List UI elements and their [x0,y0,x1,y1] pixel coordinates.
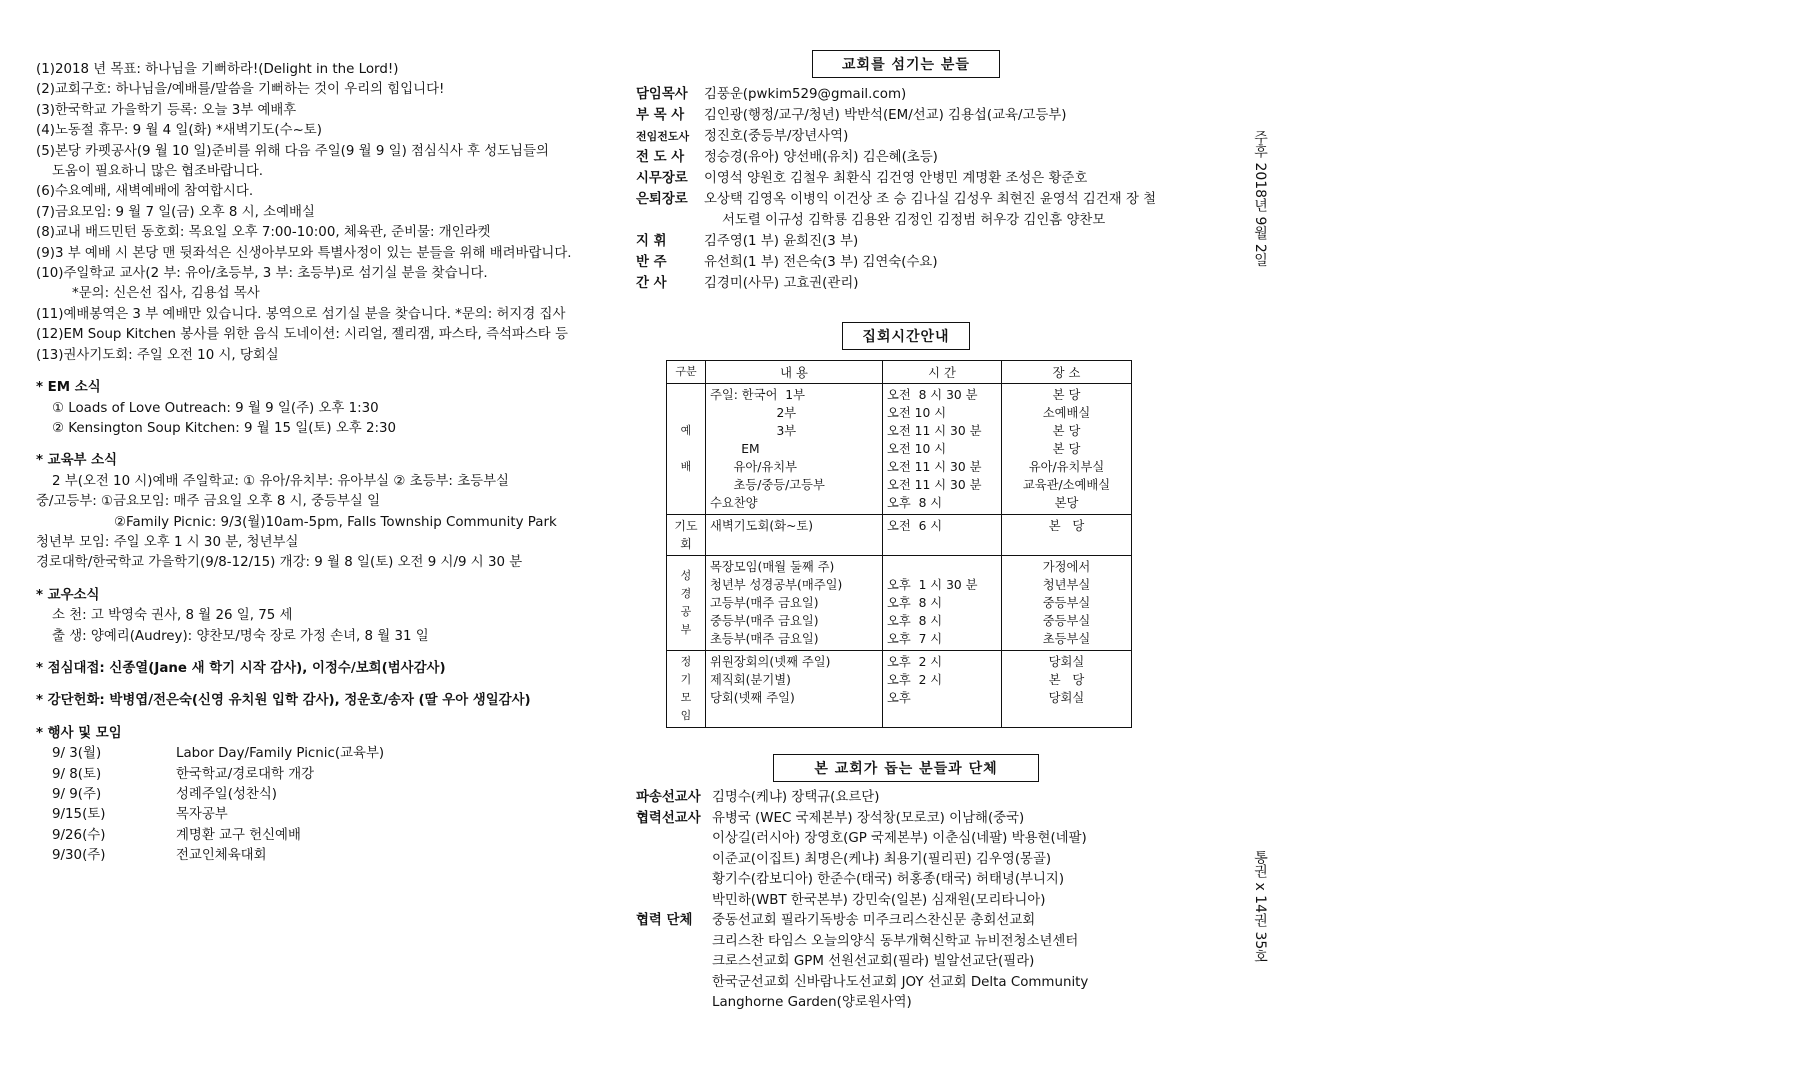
staff-names: 김풍운(pwkim529@gmail.com) [704,87,907,102]
staff-row [636,252,1176,273]
event-row [36,785,616,805]
staff-row [636,231,1176,252]
education-news-item: 경로대학/한국학교 가을학기(9/8-12/15) 개강: 9 월 8 일(토) 오전 9 시/9 시 30 분 [36,555,523,571]
schedule-time [883,651,1002,728]
schedule-time [883,384,1002,515]
staff-names: 김인광(행정/교구/청년) 박반석(EM/선교) 김용섭(교육/고등부) [704,108,1067,123]
schedule-time-line [887,558,997,576]
schedule-place-line: 소예배실 [1042,406,1091,420]
bulletin-date: 주후 2018년 9월 2일 [1252,130,1268,267]
schedule-content-line: 주일: 한국어 1부 [710,388,805,402]
schedule-time-line: 오전 10 시 [887,406,947,420]
schedule-category: 기도회 [667,515,706,556]
schedule-category: 정 기 모 임 [667,651,706,728]
staff-names: 이영석 양원호 김철우 최환식 김건영 안병민 계명환 조성은 황준호 [704,171,1088,186]
schedule-content-line: 고등부(매주 금요일) [710,596,819,610]
announcement-6: (6)수요예배, 새벽예배에 참여합시다. [36,184,254,200]
schedule-content-line: EM [710,442,760,456]
event-desc: 전교인체육대회 [176,848,267,864]
staff-names: 정승경(유아) 양선배(유치) 김은혜(초등) [704,150,938,165]
mission-role [636,993,712,1014]
event-date: 9/30(주) [52,848,106,864]
staff-role [636,210,704,231]
schedule-row [667,515,1132,556]
altar-flowers: * 강단헌화: 박병엽/전은숙(신영 유치원 입학 감사), 정운호/송자 (딸 우아 생일감사) [36,693,531,709]
education-news-heading: * 교육부 소식 [36,453,118,469]
announcement-13: (13)권사기도회: 주일 오전 10 시, 당회실 [36,347,279,363]
event-desc: 한국학교/경로대학 개강 [176,766,315,782]
mission-names: 김명수(케냐) 장택규(요르단) [712,790,880,805]
events-heading: * 행사 및 모임 [36,725,122,741]
mission-names: 이준교(이집트) 최명은(케냐) 최용기(필리핀) 김우영(몽골) [712,851,1052,867]
mission-row [636,788,1176,809]
mission-role [636,973,712,994]
announcement-11: (11)예배봉역은 3 부 예배만 있습니다. 봉역으로 섬기실 분을 찾습니다. *문의: 허지경 집사 [36,306,566,322]
schedule-place [1002,384,1132,515]
em-news-item: ① Loads of Love Outreach: 9 월 9 일(주) 오후 1:30 [52,400,379,416]
staff-row [636,126,1176,147]
announcement-10: (10)주일학교 교사(2 부: 유아/초등부, 3 부: 초등부)로 섬기실 분을 찾습니다. [36,266,488,282]
mission-role [636,932,712,953]
mission-names: 박민하(WBT 한국본부) 강민숙(일본) 심재원(모리타니아) [712,892,1046,908]
members-news-item: 출 생: 양예리(Audrey): 양찬모/명숙 장로 가정 손녀, 8 월 31 일 [52,628,429,644]
missions-list [636,788,1176,1014]
schedule-place-line: 초등부실 [1042,632,1091,646]
mission-row [636,993,1176,1014]
schedule-time-line: 오후 8 시 [887,614,943,628]
announcement-5: (5)본당 카펫공사(9 월 10 일)준비를 위해 다음 주일(9 월 9 일) 점심식사 후 성도님들의 [36,143,549,159]
schedule-time-line: 오전 11 시 30 분 [887,460,982,474]
schedule-content-line: 초등/중등/고등부 [710,478,825,492]
education-news-item: 2 부(오전 10 시)예배 주일학교: ① 유아/유치부: 유아부실 ② 초등부: 초등부실 [52,473,509,489]
schedule-header: 시 간 [883,361,1002,384]
schedule-place-line: 유아/유치부실 [1028,460,1105,474]
schedule-content [706,556,883,651]
mission-role [636,870,712,891]
event-row [36,826,616,846]
education-news-item: 청년부 모임: 주일 오후 1 시 30 분, 청년부실 [36,534,299,550]
event-date: 9/ 9(주) [52,787,102,802]
schedule-category: 성 경 공 부 [667,556,706,651]
mission-row [636,911,1176,932]
schedule-time-line: 오후 8 시 [887,596,943,610]
em-news-heading: * EM 소식 [36,380,101,396]
mission-row [636,850,1176,871]
schedule-row [667,556,1132,651]
mission-row [636,829,1176,850]
event-row [36,805,616,825]
staff-names: 오상택 김영옥 이병익 이건상 조 승 김나실 김성우 최현진 윤영석 김건재 장 철 [704,192,1157,207]
education-news-item: 중/고등부: ①금요모임: 매주 금요일 오후 8 시, 중등부실 일 [36,494,381,510]
announcements-column [36,60,616,867]
announcement-7: (7)금요모임: 9 월 7 일(금) 오후 8 시, 소예배실 [36,204,315,220]
staff-role: 지 휘 [636,234,667,249]
schedule-place-line: 중등부실 [1042,596,1091,610]
schedule-time-line: 오후 2 시 [887,655,943,669]
staff-role: 전 도 사 [636,150,685,165]
mission-row [636,973,1176,994]
schedule-time-line: 오후 8 시 [887,496,943,510]
event-desc: 목자공부 [176,807,228,823]
announcement-5-cont: 도움이 필요하니 많은 협조바랍니다. [52,164,264,180]
staff-title: 교회를 섬기는 분들 [812,50,1000,78]
schedule-time-line: 오후 7 시 [887,632,943,646]
schedule-content-line: 유아/유치부 [710,460,797,474]
schedule-content [706,384,883,515]
event-date: 9/26(수) [52,827,106,843]
schedule-content-line: 중등부(매주 금요일) [710,614,819,628]
schedule-place-line: 본 당 [1052,424,1081,438]
announcement-9: (9)3 부 예배 시 본당 맨 뒷좌석은 신생아부모와 특별사정이 있는 분들을 위해 배려바랍니다. [36,245,572,261]
schedule-content-line: 새벽기도회(화~토) [710,519,814,533]
staff-row [636,168,1176,189]
mission-names: 유병국 (WEC 국제본부) 장석창(모로코) 이남해(중국) [712,810,1025,826]
mission-names: 한국군선교회 신바람나도선교회 JOY 선교회 Delta Community [712,974,1089,990]
event-date: 9/ 3(월) [52,746,102,762]
mission-role: 협력 단체 [636,913,693,928]
lunch-hosts: * 점심대접: 신종열(Jane 새 학기 시작 감사), 이정수/보희(범사감사) [36,660,446,676]
education-news-item: ②Family Picnic: 9/3(월)10am-5pm, Falls Township Community Park [114,514,557,530]
staff-names: 김경미(사무) 고효권(관리) [704,276,859,291]
schedule-table [666,360,1132,728]
schedule-place-line: 가정에서 [1042,560,1091,574]
schedule-header: 내 용 [706,361,883,384]
schedule-place-line: 당회실 [1048,691,1085,705]
mission-role: 협력선교사 [636,810,701,826]
schedule-place [1002,651,1132,728]
schedule-content-line: 수요찬양 [710,496,758,510]
schedule-time [883,556,1002,651]
mission-role: 파송선교사 [636,790,701,805]
staff-role: 반 주 [636,255,667,270]
mission-row [636,952,1176,973]
staff-role: 부 목 사 [636,108,685,123]
schedule-header-row [667,361,1132,384]
missions-title: 본 교회가 돕는 분들과 단체 [773,754,1039,782]
mission-row [636,809,1176,830]
schedule-place-line: 당회실 [1048,655,1085,669]
schedule-time-line: 오전 6 시 [887,519,943,533]
staff-role: 간 사 [636,276,667,291]
announcement-2: (2)교회구호: 하나님을/예배를/말씀을 기뻐하는 것이 우리의 힘입니다! [36,82,445,98]
schedule-place-line: 중등부실 [1042,614,1091,628]
schedule-place-line: 본 당 [1048,673,1085,687]
announcement-12: (12)EM Soup Kitchen 봉사를 위한 음식 도네이션: 시리얼, 젤리잼, 파스타, 즉석파스타 등 [36,327,568,343]
schedule-header: 구분 [667,361,706,384]
staff-names: 김주영(1 부) 윤희진(3 부) [704,234,859,249]
schedule-place-line: 본 당 [1048,519,1085,533]
event-desc: 성례주일(성찬식) [176,787,277,802]
mission-names: 중동선교회 필라기독방송 미주크리스찬신문 총회선교회 [712,913,1036,928]
schedule-place-line: 본 당 [1052,442,1081,456]
schedule-content-line: 2부 [710,406,797,420]
schedule-place-line: 청년부실 [1042,578,1091,592]
staff-row [636,210,1176,231]
staff-role: 은퇴장로 [636,192,688,207]
schedule-row [667,384,1132,515]
event-row [36,744,616,764]
announcement-8: (8)교내 배드민턴 동호회: 목요일 오후 7:00-10:00, 체육관, 준비물: 개인라켓 [36,225,491,241]
mission-role [636,891,712,912]
staff-list [636,84,1176,294]
schedule-time-line: 오후 [887,691,911,705]
schedule-content-line: 목장모임(매월 둘째 주) [710,560,835,574]
announcement-4: (4)노동절 휴무: 9 월 4 일(화) *새벽기도(수~토) [36,123,322,139]
staff-row [636,273,1176,294]
mission-role [636,850,712,871]
schedule-row [667,651,1132,728]
schedule-time [883,515,1002,556]
staff-role: 시무장로 [636,171,688,186]
staff-row [636,105,1176,126]
schedule-time-line: 오전 11 시 30 분 [887,478,982,492]
schedule-content-line: 초등부(매주 금요일) [710,632,819,646]
schedule-place-line: 본 당 [1052,388,1081,402]
announcement-3: (3)한국학교 가을학기 등록: 오늘 3부 예배후 [36,102,297,118]
bulletin-issue: 통권 x 14권 35호 [1252,850,1268,964]
schedule-time-line: 오전 11 시 30 분 [887,424,982,438]
mission-names: 크리스찬 타임스 오늘의양식 동부개혁신학교 뉴비전청소년센터 [712,933,1079,949]
schedule-content-line: 위원장회의(넷째 주일) [710,655,831,669]
schedule-time-line: 오전 8 시 30 분 [887,388,978,402]
staff-row [636,147,1176,168]
event-date: 9/15(토) [52,807,106,823]
staff-role: 담임목사 [636,87,688,102]
staff-role: 전임전도사 [636,130,690,143]
event-date: 9/ 8(토) [52,766,102,782]
staff-row [636,189,1176,210]
church-info-column [636,50,1176,1014]
announcement-10-contact: *문의: 신은선 집사, 김용섭 목사 [72,286,260,302]
mission-row [636,932,1176,953]
mission-names: Langhorne Garden(양로원사역) [712,995,912,1010]
schedule-content-line: 청년부 성경공부(매주일) [710,578,843,592]
staff-row [636,84,1176,105]
schedule-content-line: 제직회(분기별) [710,673,791,687]
em-news-item: ② Kensington Soup Kitchen: 9 월 15 일(토) 오후 2:30 [52,420,397,436]
announcement-1: (1)2018 년 목표: 하나님을 기뻐하라!(Delight in the Lord!) [36,62,399,77]
event-row [36,765,616,785]
schedule-category: 예 배 [667,384,706,515]
schedule-place [1002,515,1132,556]
mission-role [636,829,712,850]
mission-names: 황기수(캄보디아) 한준수(태국) 허홍종(태국) 허태녕(부니지) [712,872,1065,887]
staff-names: 정진호(중등부/장년사역) [704,129,849,144]
mission-role [636,952,712,973]
schedule-time-line: 오후 1 시 30 분 [887,578,978,592]
schedule-content-line: 3부 [710,424,797,438]
schedule-header: 장 소 [1002,361,1132,384]
schedule-title: 집회시간안내 [842,322,970,350]
members-news-heading: * 교우소식 [36,587,100,603]
event-row [36,846,616,866]
staff-names: 유선희(1 부) 전은숙(3 부) 김연숙(수요) [704,255,938,270]
schedule-place-line: 본당 [1054,496,1079,510]
schedule-content [706,651,883,728]
schedule-content-line: 당회(넷째 주일) [710,691,795,705]
staff-names: 서도렬 이규성 김학룡 김용완 김정인 김정범 허우강 김인흠 양찬모 [722,213,1106,228]
schedule-content [706,515,883,556]
schedule-place-line: 교육관/소예배실 [1022,478,1111,492]
mission-row [636,891,1176,912]
schedule-time-line: 오후 2 시 [887,673,943,687]
mission-names: 이상길(러시아) 장영호(GP 국제본부) 이춘심(네팔) 박용현(네팔) [712,831,1087,846]
schedule-place [1002,556,1132,651]
members-news-item: 소 천: 고 박영숙 권사, 8 월 26 일, 75 세 [52,608,293,624]
event-desc: 계명환 교구 헌신예배 [176,827,301,843]
schedule-body [667,384,1132,728]
mission-row [636,870,1176,891]
schedule-time-line: 오전 10 시 [887,442,947,456]
mission-names: 크로스선교회 GPM 선원선교회(필라) 빌알선교단(필라) [712,954,1035,969]
event-desc: Labor Day/Family Picnic(교육부) [176,746,385,762]
